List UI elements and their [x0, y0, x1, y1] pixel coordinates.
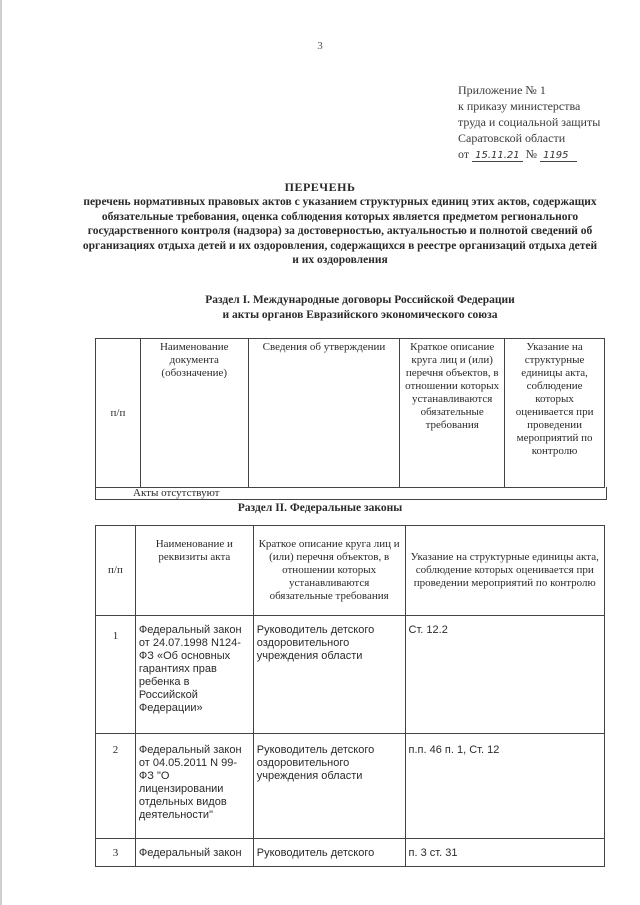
page-edge [0, 0, 2, 905]
row-3-units: п. 3 ст. 31 [405, 839, 604, 867]
row-2-subjects: Руководитель детского оздоровительного учреждения области [253, 734, 405, 839]
document-subtitle: перечень нормативных правовых актов с указанием структурных единиц этих актов, содержащих обязательные требования, оценка соблюдения которых является предметом регионального государственного контроля (надзора) за достоверностью, актуальностью и полнотой сведений об организациях отдыха детей и их оздоровления, содержащихся в реестре организаций отдыха детей и их оздоровления [82, 196, 598, 266]
row-1-units: Ст. 12.2 [405, 616, 604, 734]
appendix-number: 1195 [540, 150, 576, 162]
appendix-line-1: Приложение № 1 [458, 83, 546, 97]
table1-empty-row [95, 487, 607, 500]
appendix-date: 15.11.21 [472, 150, 523, 162]
appendix-line-2: к приказу министерства [458, 99, 581, 113]
table-row [96, 839, 605, 867]
appendix-block [458, 82, 633, 164]
table-row [96, 616, 605, 734]
table-international-acts [95, 338, 605, 488]
document-title: ПЕРЕЧЕНЬ [284, 180, 356, 194]
row-3-subjects: Руководитель детского [253, 839, 405, 867]
row-2-num: 2 [96, 734, 136, 839]
appendix-line-3: труда и социальной защиты [458, 115, 601, 129]
table2-header-subjects: Краткое описание круга лиц и (или) перечня объектов, в отношении которых устанавливаются обязательные требования [253, 526, 405, 616]
table1-header-subjects: Краткое описание круга лиц и (или) перечня объектов, в отношении которых устанавливаются обязательные требования [400, 339, 505, 488]
table1-header-num: п/п [96, 339, 141, 488]
table1-header-row [96, 339, 605, 488]
table2-header-num: п/п [96, 526, 136, 616]
appendix-line-4: Саратовской области [458, 131, 566, 145]
table-federal-laws [95, 525, 605, 867]
table1-header-units: Указание на структурные единицы акта, соблюдение которых оценивается при проведении мероприятий по контролю [505, 339, 605, 488]
row-2-act: Федеральный закон от 04.05.2011 N 99-ФЗ "О лицензировании отдельных видов деятельности" [135, 734, 253, 839]
section-1-line-1: Раздел I. Международные договоры Российской Федерации [205, 294, 515, 306]
table2-header-row [96, 526, 605, 616]
section-1-line-2: и акты органов Евразийского экономического союза [222, 309, 498, 321]
section-1-heading [140, 293, 580, 323]
row-1-subjects: Руководитель детского оздоровительного учреждения области [253, 616, 405, 734]
table1-header-name: Наименование документа (обозначение) [140, 339, 248, 488]
section-2-heading: Раздел II. Федеральные законы [237, 502, 403, 514]
page-number: 3 [317, 40, 323, 52]
table-row [96, 734, 605, 839]
row-1-num: 1 [96, 616, 136, 734]
row-1-act: Федеральный закон от 24.07.1998 N124-ФЗ «Об основных гарантиях прав ребенка в Российской Федерации» [135, 616, 253, 734]
table1-empty-text: Акты отсутствуют [133, 487, 220, 499]
table2-header-act: Наименование и реквизиты акта [135, 526, 253, 616]
table1-header-approval: Сведения об утверждении [248, 339, 400, 488]
row-3-act: Федеральный закон [135, 839, 253, 867]
appendix-date-prefix: от [458, 147, 470, 161]
row-2-units: п.п. 46 п. 1, Ст. 12 [405, 734, 604, 839]
appendix-number-prefix: № [525, 147, 538, 161]
table2-header-units: Указание на структурные единицы акта, соблюдение которых оценивается при проведении мероприятий по контролю [405, 526, 604, 616]
row-3-num: 3 [96, 839, 136, 867]
appendix-line-5 [458, 146, 633, 164]
